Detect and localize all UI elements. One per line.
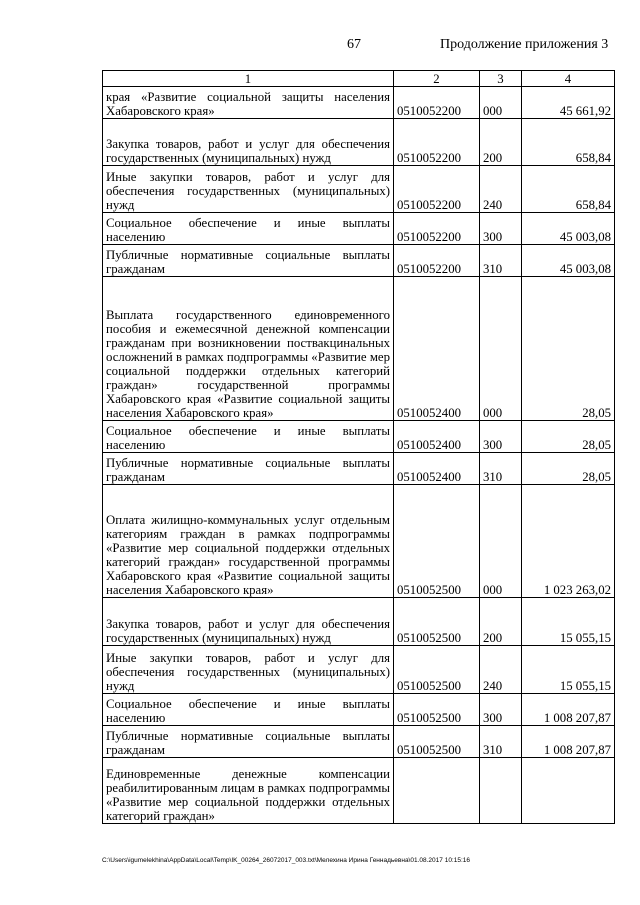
row-amount-cell: 45 661,92 <box>522 87 615 119</box>
table-row <box>103 119 615 166</box>
row-target-code-cell: 0510052200 <box>394 245 480 277</box>
row-expense-type-cell: 000 <box>480 87 522 119</box>
table-row <box>103 166 615 213</box>
row-description-cell: края «Развитие социальной защиты населения Хабаровского края» <box>103 87 394 119</box>
row-expense-type-cell: 200 <box>480 119 522 166</box>
row-description-cell: Социальное обеспечение и иные выплаты населению <box>103 694 394 726</box>
row-expense-type-cell: 300 <box>480 213 522 245</box>
table-row <box>103 758 615 824</box>
row-target-code-cell: 0510052200 <box>394 166 480 213</box>
table-header-row <box>103 71 615 87</box>
table-row <box>103 87 615 119</box>
row-amount-cell: 658,84 <box>522 119 615 166</box>
row-target-code-cell: 0510052400 <box>394 453 480 485</box>
row-description-cell: Иные закупки товаров, работ и услуг для обеспечения государственных (муниципальных) нужд <box>103 166 394 213</box>
row-expense-type-cell: 310 <box>480 245 522 277</box>
row-expense-type-cell: 240 <box>480 166 522 213</box>
column-header-3: 3 <box>480 71 522 87</box>
appendix-continuation-title: Продолжение приложения 3 <box>440 37 609 52</box>
table-row <box>103 694 615 726</box>
row-description-cell: Социальное обеспечение и иные выплаты населению <box>103 421 394 453</box>
row-description-cell: Публичные нормативные социальные выплаты гражданам <box>103 453 394 485</box>
row-amount-cell: 1 008 207,87 <box>522 726 615 758</box>
column-header-2: 2 <box>394 71 480 87</box>
row-amount-cell: 28,05 <box>522 453 615 485</box>
table-row <box>103 646 615 694</box>
column-header-4: 4 <box>522 71 615 87</box>
row-amount-cell: 45 003,08 <box>522 213 615 245</box>
budget-table <box>102 70 615 824</box>
row-expense-type-cell: 300 <box>480 694 522 726</box>
row-expense-type-cell: 200 <box>480 598 522 646</box>
row-amount-cell: 15 055,15 <box>522 598 615 646</box>
table-row <box>103 421 615 453</box>
column-header-1: 1 <box>103 71 394 87</box>
table-body <box>103 87 615 824</box>
row-description-cell: Выплата государственного единовременного пособия и ежемесячной денежной компенсации гражданам при возникновении поствакцинальных осложнений в рамках подпрограммы «Развитие мер социальной поддержки отдельных категорий граждан» государственной программы Хабаровского края «Развитие социальной защиты населения Хабаровского края» <box>103 277 394 421</box>
row-target-code-cell: 0510052200 <box>394 87 480 119</box>
row-target-code-cell <box>394 758 480 824</box>
table-row <box>103 213 615 245</box>
row-expense-type-cell: 240 <box>480 646 522 694</box>
row-description-cell: Социальное обеспечение и иные выплаты населению <box>103 213 394 245</box>
row-description-cell: Закупка товаров, работ и услуг для обеспечения государственных (муниципальных) нужд <box>103 598 394 646</box>
row-amount-cell <box>522 758 615 824</box>
table-row <box>103 726 615 758</box>
row-expense-type-cell: 310 <box>480 726 522 758</box>
file-path-footer: C:\Users\igumelekhina\AppData\Local\Temp\IK_00264_26072017_003.txt\Мелехина Ирина Геннадьевна\01.08.2017 10:15:16 <box>102 857 471 864</box>
table-row <box>103 245 615 277</box>
row-target-code-cell: 0510052400 <box>394 277 480 421</box>
row-target-code-cell: 0510052500 <box>394 646 480 694</box>
row-description-cell: Иные закупки товаров, работ и услуг для обеспечения государственных (муниципальных) нужд <box>103 646 394 694</box>
row-expense-type-cell <box>480 758 522 824</box>
table-row <box>103 598 615 646</box>
row-target-code-cell: 0510052200 <box>394 119 480 166</box>
row-amount-cell: 28,05 <box>522 277 615 421</box>
row-description-cell: Закупка товаров, работ и услуг для обеспечения государственных (муниципальных) нужд <box>103 119 394 166</box>
row-amount-cell: 1 008 207,87 <box>522 694 615 726</box>
table-row <box>103 485 615 598</box>
row-amount-cell: 15 055,15 <box>522 646 615 694</box>
row-expense-type-cell: 300 <box>480 421 522 453</box>
row-expense-type-cell: 000 <box>480 277 522 421</box>
row-expense-type-cell: 000 <box>480 485 522 598</box>
row-description-cell: Публичные нормативные социальные выплаты гражданам <box>103 726 394 758</box>
row-description-cell: Единовременные денежные компенсации реабилитированным лицам в рамках подпрограммы «Развитие мер социальной поддержки отдельных категорий граждан» <box>103 758 394 824</box>
row-target-code-cell: 0510052500 <box>394 726 480 758</box>
row-amount-cell: 658,84 <box>522 166 615 213</box>
row-amount-cell: 45 003,08 <box>522 245 615 277</box>
row-description-cell: Оплата жилищно-коммунальных услуг отдельным категориям граждан в рамках подпрограммы «Развитие мер социальной поддержки отдельных категорий граждан» государственной программы Хабаровского края «Развитие социальной защиты населения Хабаровского края» <box>103 485 394 598</box>
table-row <box>103 453 615 485</box>
row-target-code-cell: 0510052400 <box>394 421 480 453</box>
row-target-code-cell: 0510052500 <box>394 694 480 726</box>
row-amount-cell: 28,05 <box>522 421 615 453</box>
table-row <box>103 277 615 421</box>
row-target-code-cell: 0510052500 <box>394 485 480 598</box>
row-expense-type-cell: 310 <box>480 453 522 485</box>
row-target-code-cell: 0510052200 <box>394 213 480 245</box>
page-number: 67 <box>347 37 361 52</box>
row-target-code-cell: 0510052500 <box>394 598 480 646</box>
row-description-cell: Публичные нормативные социальные выплаты гражданам <box>103 245 394 277</box>
row-amount-cell: 1 023 263,02 <box>522 485 615 598</box>
